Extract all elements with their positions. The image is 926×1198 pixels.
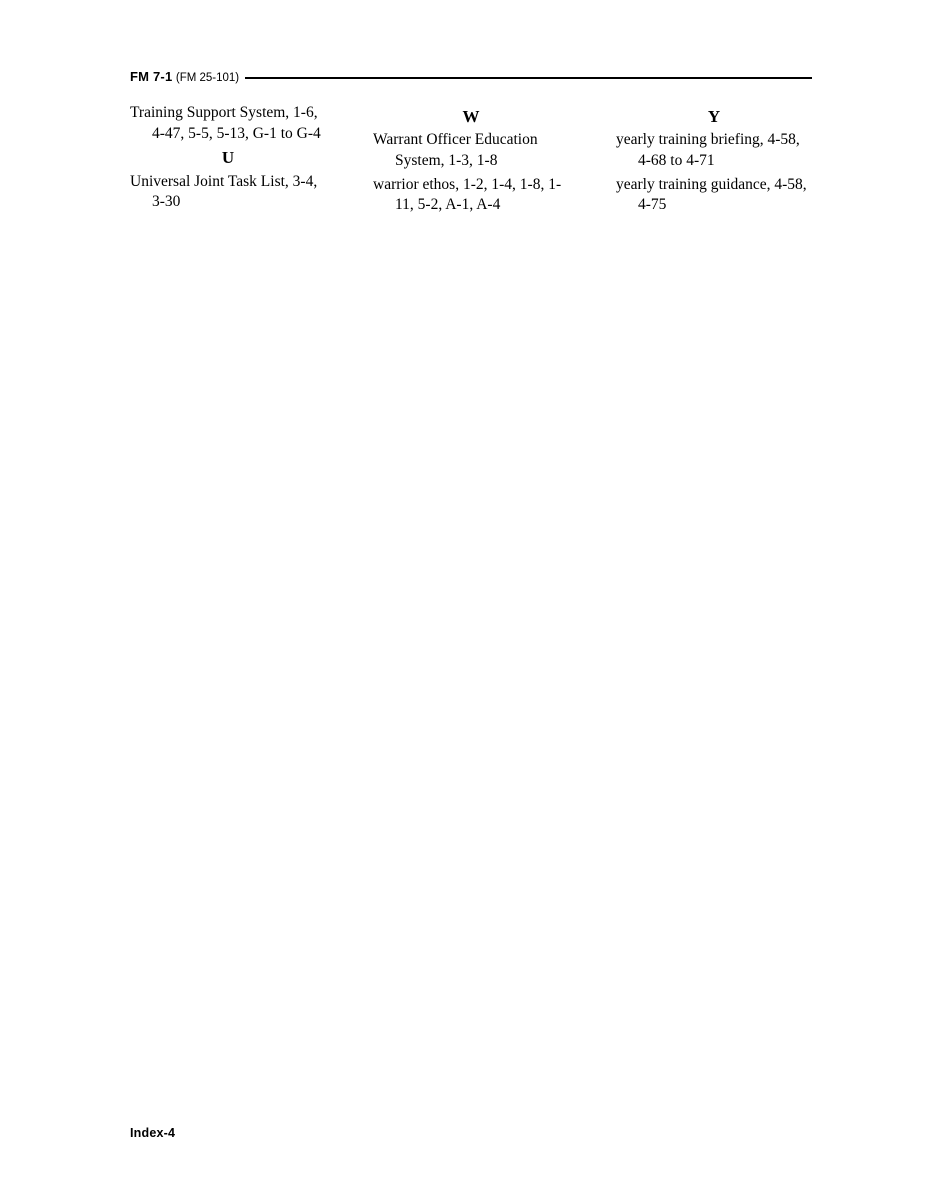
index-entry: Training Support System, 1-6, 4-47, 5-5, 5-13, G-1 to G-4 <box>130 104 321 142</box>
index-column-1 <box>130 103 326 219</box>
manual-supersedes: (FM 25-101) <box>175 71 240 84</box>
index-columns <box>130 103 812 219</box>
index-column-3 <box>616 103 812 219</box>
index-letter-heading-u: U <box>221 148 235 168</box>
index-column-2 <box>373 103 569 219</box>
index-entry: Universal Joint Task List, 3-4, 3-30 <box>130 172 318 211</box>
manual-number: FM 7-1 <box>130 68 173 84</box>
page-footer: Index-4 <box>130 1126 176 1140</box>
index-entry: yearly training guidance, 4-58, 4-75 <box>616 175 807 214</box>
header-rule <box>245 77 812 79</box>
page-header <box>130 66 812 88</box>
index-entry: Warrant Officer Education System, 1-3, 1-8 <box>373 131 538 169</box>
index-entry: warrior ethos, 1-2, 1-4, 1-8, 1-11, 5-2, A-1, A-4 <box>373 175 562 214</box>
header-manual-label <box>130 70 239 85</box>
index-entry: yearly training briefing, 4-58, 4-68 to 4-71 <box>616 131 800 169</box>
index-letter-heading-w: W <box>462 107 480 126</box>
index-letter-heading-y: Y <box>707 107 721 126</box>
